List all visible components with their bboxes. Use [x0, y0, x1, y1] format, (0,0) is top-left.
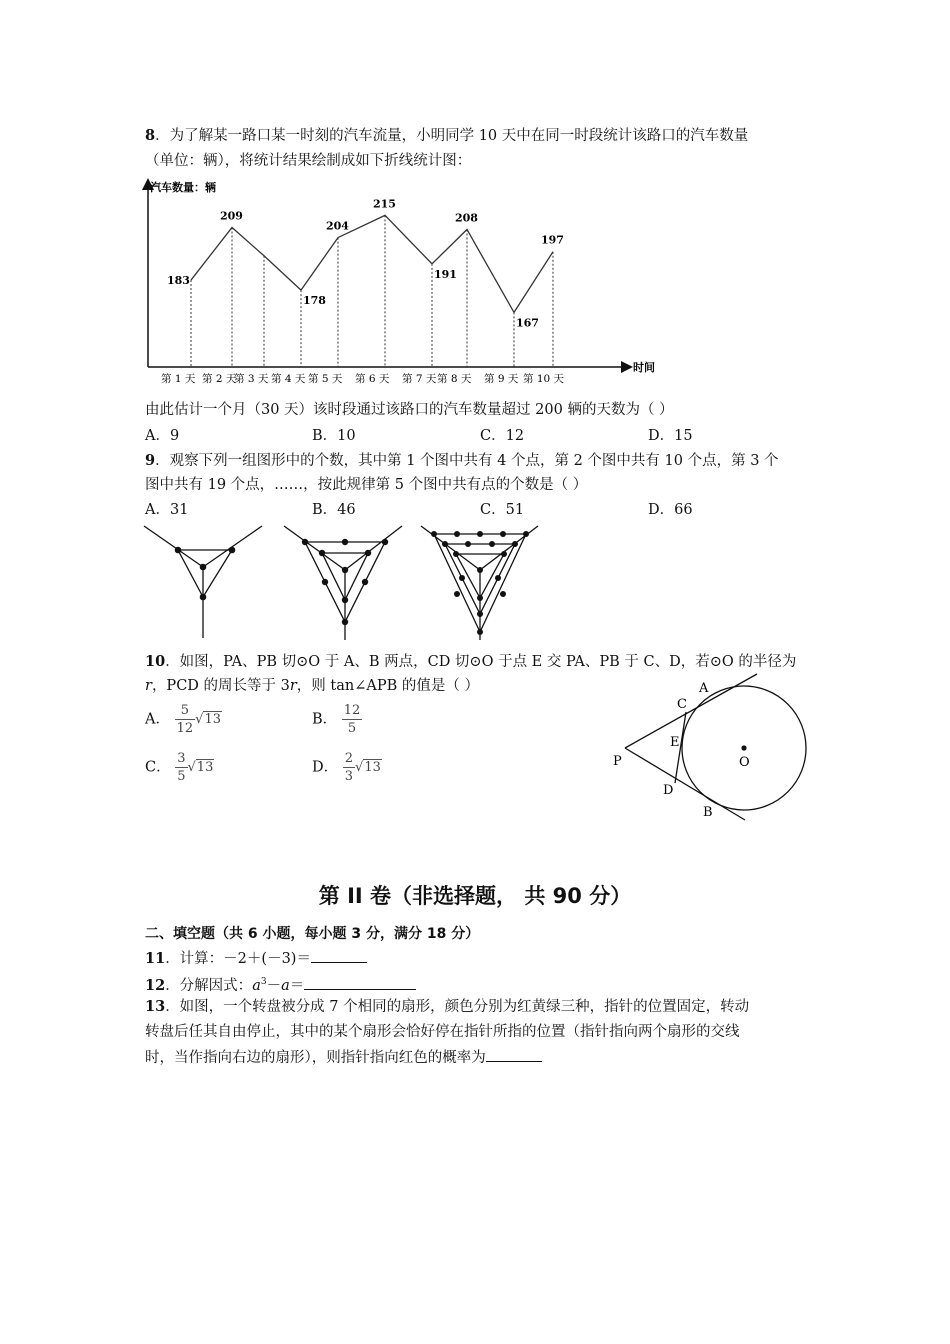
- tangent-pa: [625, 674, 757, 748]
- q10-option-c: C． $\frac{3}{5}$ √13: [145, 751, 214, 784]
- q11: 11．计算：－2＋(－3)＝: [145, 948, 367, 969]
- x-tick-label: 第 1 天: [161, 373, 196, 385]
- label-a: A: [699, 681, 709, 696]
- x-tick-label: 第 6 天: [355, 373, 390, 385]
- x-tick-label: 第 2 天: [202, 373, 237, 385]
- section-title: 第 II 卷（非选择题， 共 90 分）: [318, 884, 632, 908]
- x-tick-label: 第 4 天: [271, 373, 306, 385]
- q10-option-d: D． $\frac{2}{3}$ √13: [312, 751, 381, 784]
- q9-option-c: C．51: [480, 502, 525, 518]
- x-tick-label: 第 9 天: [484, 373, 519, 385]
- label-c: C: [677, 697, 687, 712]
- data-label: 183: [167, 274, 190, 288]
- q13-line2: 转盘后任其自由停止，其中的某个扇形会恰好停在指针所指的位置（指针指向两个扇形的交线: [145, 1024, 740, 1040]
- pattern-figure-2: [284, 526, 402, 640]
- data-label: 191: [434, 267, 457, 281]
- answer-blank[interactable]: [304, 975, 416, 990]
- label-b: B: [703, 805, 713, 820]
- square-root: √13: [187, 759, 214, 775]
- pattern-figure-1: [144, 526, 262, 638]
- tangent-pb: [625, 748, 745, 820]
- q8-option-d: D．15: [648, 428, 693, 444]
- q8-option-b: B．10: [312, 428, 356, 444]
- data-label: 197: [541, 233, 564, 247]
- label-e: E: [670, 735, 680, 750]
- line-chart: [140, 175, 660, 390]
- x-tick-label: 第 8 天: [437, 373, 472, 385]
- fraction: $\frac{2}{3}$: [344, 751, 354, 784]
- q10-line1: 10．如图，PA、PB 切⊙O 于 A、B 两点，CD 切⊙O 于点 E 交 PA、PB 于 C、D，若⊙O 的半径为: [145, 653, 797, 670]
- q9-option-b: B．46: [312, 502, 356, 518]
- data-label: 178: [303, 294, 326, 308]
- q9-option-a: A．31: [145, 502, 189, 518]
- q13-line1: 13．如图，一个转盘被分成 7 个相同的扇形，颜色分别为红黄绿三种，指针的位置固定，转动: [145, 998, 750, 1015]
- tangent-circle-figure: [605, 670, 820, 825]
- y-axis-label: 汽车数量：辆: [150, 181, 216, 194]
- q9-line2: 图中共有 19 个点，……，按此规律第 5 个图中共有点的个数是（ ）: [145, 477, 588, 493]
- center-point: [741, 745, 746, 750]
- pattern-figure-3: [421, 526, 538, 640]
- q8-option-c: C．12: [480, 428, 525, 444]
- q10-line2: r，PCD 的周长等于 3r，则 tan∠APB 的值是（ ）: [145, 678, 479, 694]
- fraction: $\frac{5}{12}$: [176, 703, 194, 736]
- q8-option-a: A．9: [145, 428, 180, 444]
- x-tick-label: 第 10 天: [523, 373, 565, 385]
- data-label: 209: [220, 209, 243, 223]
- q9-dot-pattern-figures: [140, 522, 540, 642]
- label-d: D: [663, 783, 674, 798]
- q9-option-d: D．66: [648, 502, 693, 518]
- fraction: $\frac{3}{5}$: [177, 751, 186, 784]
- section-heading: 二、填空题（共 6 小题，每小题 3 分，满分 18 分）: [145, 926, 480, 942]
- x-tick-label: 第 5 天: [308, 373, 343, 385]
- q8-line2: （单位：辆），将统计结果绘制成如下折线统计图：: [145, 153, 472, 169]
- q9-line1: 9．观察下列一组图形中的个数，其中第 1 个图中共有 4 个点，第 2 个图中共有 10 个点，第 3 个: [145, 452, 779, 469]
- x-tick-label: 第 3 天: [234, 373, 269, 385]
- fraction: $\frac{12}{5}$: [343, 703, 361, 736]
- data-label: 215: [373, 197, 396, 211]
- answer-blank[interactable]: [311, 948, 367, 963]
- q12: 12．分解因式：$a^3-a=$: [145, 972, 416, 996]
- q10-option-a: A． $\frac{5}{12}$ √13: [145, 703, 221, 736]
- q8-question: 由此估计一个月（30 天）该时段通过该路口的汽车数量超过 200 辆的天数为（ ）: [145, 402, 674, 418]
- q13-line3: 时，当作指向右边的扇形），则指针指向红色的概率为: [145, 1047, 542, 1068]
- answer-blank[interactable]: [486, 1047, 542, 1062]
- data-label: 167: [516, 316, 539, 330]
- data-label: 208: [455, 211, 478, 225]
- data-series-line: [191, 215, 553, 312]
- square-root: √13: [355, 759, 381, 775]
- label-p: P: [613, 754, 622, 769]
- x-axis-label: 时间: [633, 361, 655, 374]
- q10-option-b: B． $\frac{12}{5}$: [312, 703, 361, 736]
- label-o: O: [739, 755, 750, 770]
- x-tick-label: 第 7 天: [402, 373, 437, 385]
- square-root: √13: [195, 711, 221, 727]
- data-label: 204: [326, 219, 349, 233]
- q8-line1: 8．为了解某一路口某一时刻的汽车流量，小明同学 10 天中在同一时段统计该路口的汽车数量: [145, 127, 749, 144]
